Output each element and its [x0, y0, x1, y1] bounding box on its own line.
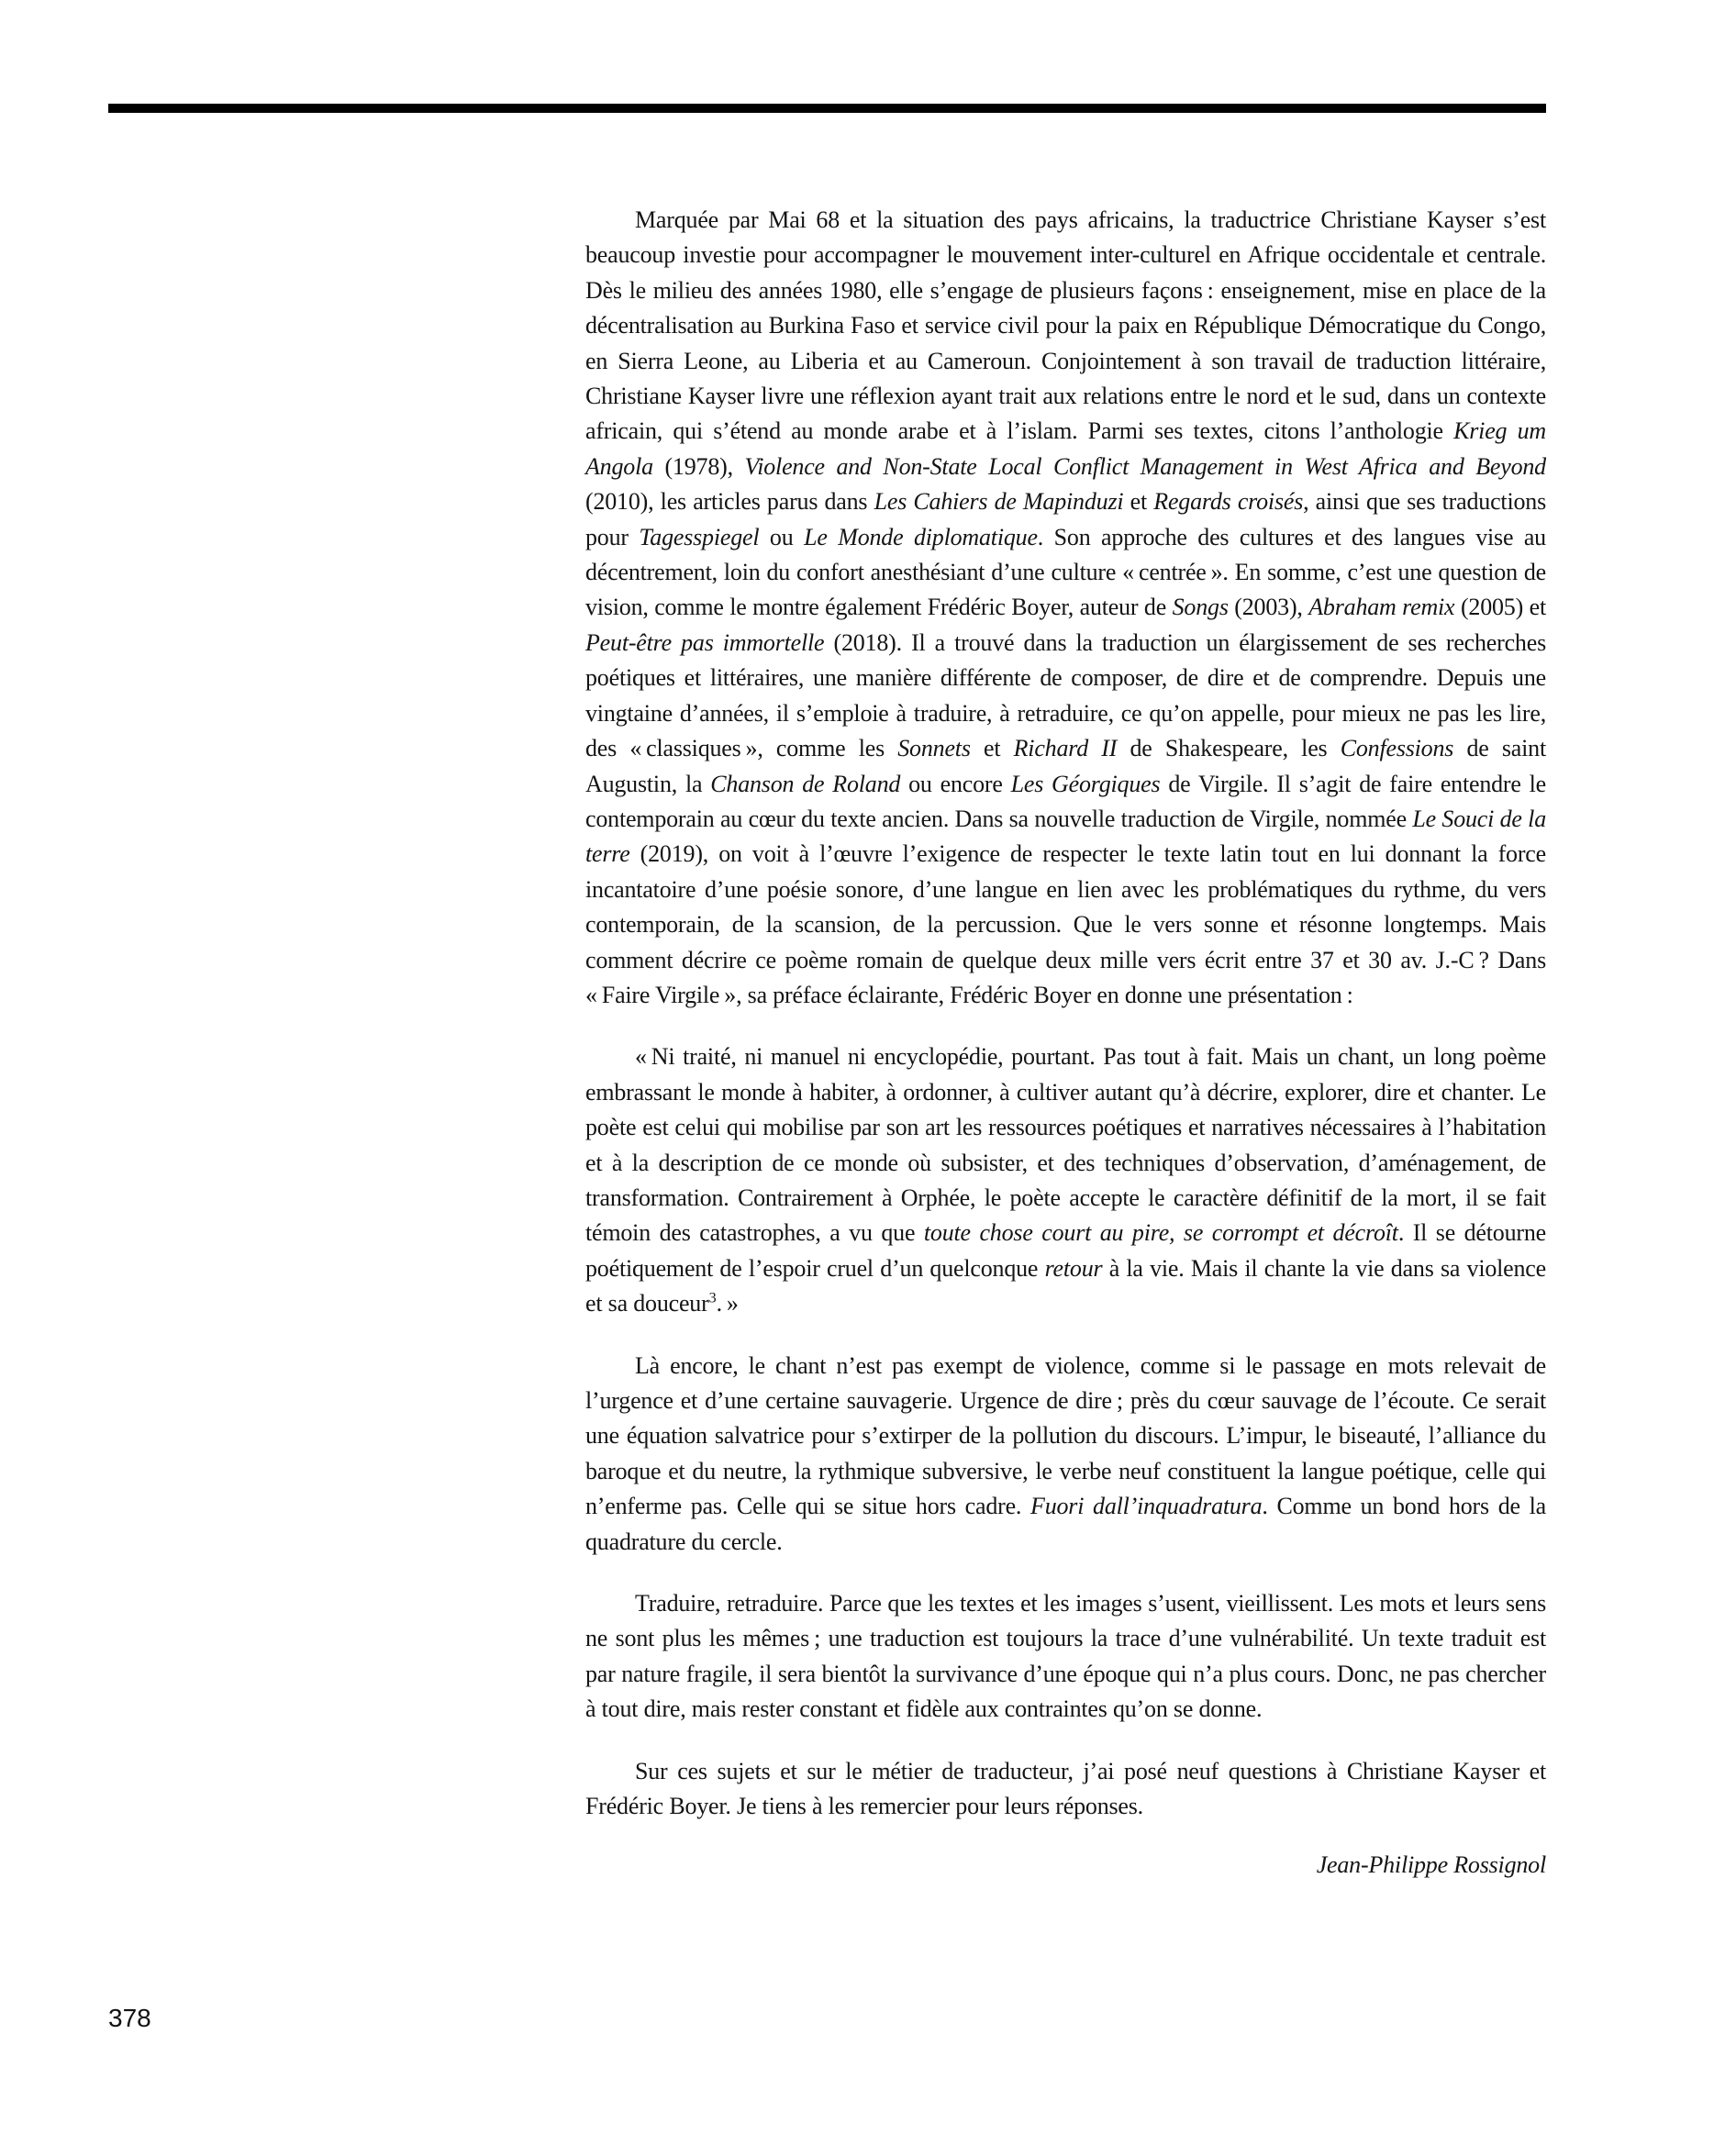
text-run: . Il se détourne poétiquement de l’espoir cruel d’un quelconque [585, 1219, 1546, 1282]
text-run: . » [716, 1290, 739, 1317]
text-run: toute chose court au pire, se corrompt et décroît [923, 1219, 1398, 1247]
text-run: Le Souci de la terre [585, 805, 1546, 868]
text-run: Regards croisés [1153, 488, 1304, 516]
body-text [585, 203, 1546, 1884]
text-run: 3 [708, 1290, 717, 1306]
text-run: ou encore [900, 770, 1011, 797]
text-run: . Son approche des cultures et des langues vise au décentrement, loin du confort anesthésiant d’une culture « centrée ». En somme, c’est une question de vision, comme le montre également Frédéric Boyer, auteur de [585, 523, 1546, 621]
text-run: Traduire, retraduire. Parce que les textes et les images s’usent, vieillissent. Les mots et leurs sens ne sont plus les mêmes ; une traduction est toujours la trace d’une vulnérabilité. Un texte traduit est par nature fragile, il sera bientôt la survivance d’une époque qui n’a plus cours. Donc, ne pas chercher à tout dire, mais rester constant et fidèle aux contraintes qu’on se donne. [585, 1590, 1546, 1723]
text-run: Marquée par Mai 68 et la situation des pays africains, la traductrice Christiane Kayser s’est beaucoup investie pour accompagner le mouvement inter-culturel en Afrique occidentale et centrale. Dès le milieu des années 1980, elle s’engage de plusieurs façons : enseignement, mise en place de la décentralisation au Burkina Faso et service civil pour la paix en République Démocratique du Congo, en Sierra Leone, au Liberia et au Cameroun. Conjointement à son travail de traduction littéraire, Christiane Kayser livre une réflexion ayant trait aux relations entre le nord et le sud, dans un contexte africain, qui s’étend au monde arabe et à l’islam. Parmi ses textes, citons l’anthologie [585, 206, 1546, 445]
text-run: , ainsi que ses traductions pour [585, 488, 1546, 550]
text-run: Fuori dall’inquadratura [1030, 1493, 1263, 1520]
author-signature: Jean-Philippe Rossignol [1316, 1851, 1546, 1879]
text-run: de Virgile. Il s’agit de faire entendre le contemporain au cœur du texte ancien. Dans sa nouvelle traduction de Virgile, nommée [585, 770, 1546, 832]
text-run: Les Géorgiques [1010, 770, 1161, 797]
text-run: (2019), on voit à l’œuvre l’exigence de respecter le texte latin tout en lui donnant la force incantatoire d’une poésie sonore, d’une langue en lien avec les problématiques du rythme, du vers contemporain, de la scansion, de la percussion. Que le vers sonne et résonne longtemps. Mais comment décrire ce poème romain de quelque deux mille vers écrit entre 37 et 30 av. J.-C ? Dans « Faire Virgile », sa préface éclairante, Frédéric Boyer en donne une présentation : [585, 840, 1546, 1008]
text-run: et [970, 735, 1014, 762]
text-run: Krieg um Angola [585, 417, 1546, 480]
text-run: Confessions [1340, 735, 1454, 762]
text-run: « Ni traité, ni manuel ni encyclopédie, pourtant. Pas tout à fait. Mais un chant, un long poème embrassant le monde à habiter, à ordonner, à cultiver autant qu’à décrire, explorer, dire et chanter. Le poète est celui qui mobilise par son art les ressources poétiques et narratives nécessaires à l’habitation et à la description de ce monde où subsister, et des techniques d’observation, d’aménagement, de transformation. Contrairement à Orphée, le poète accepte le caractère définitif de la mort, il se fait témoin des catastrophes, a vu que [585, 1043, 1546, 1247]
text-run: Le Monde diplomatique [804, 523, 1038, 550]
paragraph [585, 1586, 1546, 1728]
text-run: à la vie. Mais il chante la vie dans sa violence et sa douceur [585, 1254, 1546, 1317]
text-run: (2018). Il a trouvé dans la traduction un élargissement de ses recherches poétiques et littéraires, une manière différente de composer, de dire et de comprendre. Depuis une vingtaine d’années, il s’emploie à traduire, à retraduire, ce qu’on appelle, pour mieux ne pas les lire, des « classiques », comme les [585, 628, 1546, 762]
text-run: retour [1044, 1254, 1103, 1282]
text-run: Tagesspiegel [639, 523, 760, 550]
page-number: 378 [108, 2004, 151, 2032]
text-run: (2010), les articles parus dans [585, 488, 874, 516]
text-run: Violence and Non-State Local Conflict Management in West Africa and Beyond [744, 452, 1546, 480]
paragraphs-container [585, 203, 1546, 1824]
text-run: ou [759, 523, 805, 550]
text-run: Richard II [1013, 735, 1118, 762]
text-run: Abraham remix [1308, 594, 1455, 621]
text-run: Songs [1172, 594, 1229, 621]
text-run: Chanson de Roland [710, 770, 901, 797]
text-run: et [1123, 488, 1154, 516]
paragraph [585, 203, 1546, 1013]
quote-paragraph [585, 1039, 1546, 1321]
text-run: Peut-être pas immortelle [585, 628, 825, 656]
text-run: (2005) et [1454, 594, 1546, 621]
text-run: . Comme un bond hors de la quadrature du cercle. [585, 1493, 1546, 1555]
text-run: (1978), [652, 452, 745, 480]
paragraph [585, 1754, 1546, 1825]
text-run: Les Cahiers de Mapinduzi [874, 488, 1124, 516]
text-run: Sur ces sujets et sur le métier de traducteur, j’ai posé neuf questions à Christiane Kayser et Frédéric Boyer. Je tiens à les remercier pour leurs réponses. [585, 1757, 1546, 1820]
text-run: de saint Augustin, la [585, 735, 1546, 797]
header-rule [108, 104, 1546, 113]
text-run: Là encore, le chant n’est pas exempt de violence, comme si le passage en mots relevait de l’urgence et d’une certaine sauvagerie. Urgence de dire ; près du cœur sauvage de l’écoute. Ce serait une équation salvatrice pour s’extirper de la pollution du discours. L’impur, le biseauté, l’alliance du baroque et du neutre, la rythmique subversive, le verbe neuf constituent la langue poétique, celle qui n’enferme pas. Celle qui se situe hors cadre. [585, 1351, 1546, 1520]
text-run: Sonnets [897, 735, 971, 762]
paragraph [585, 1349, 1546, 1560]
text-run: (2003), [1228, 594, 1309, 621]
text-run: de Shakespeare, les [1117, 735, 1341, 762]
